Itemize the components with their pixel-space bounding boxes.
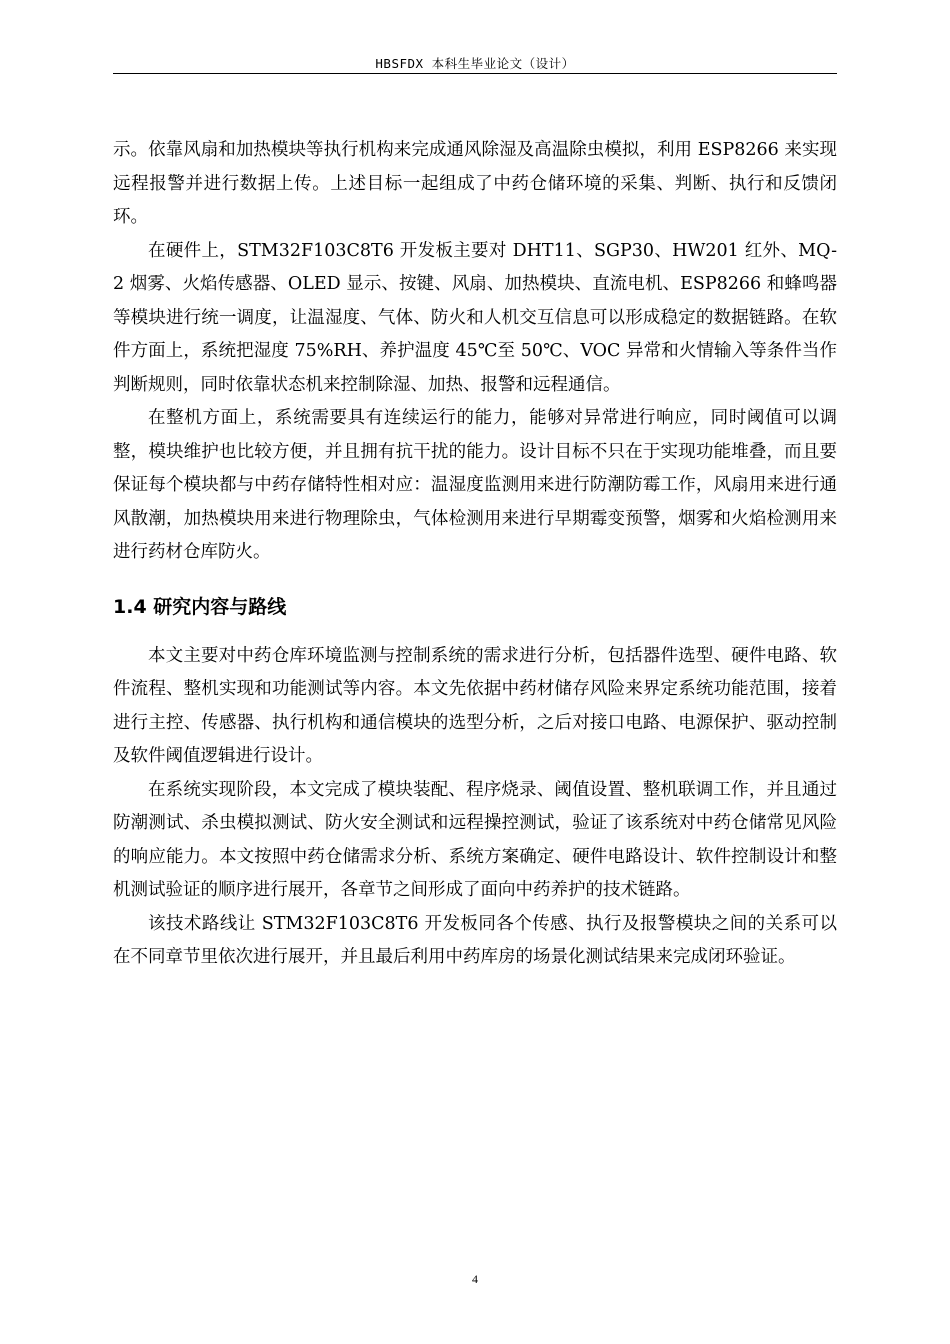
- paragraph-implementation: 在系统实现阶段，本文完成了模块装配、程序烧录、阈值设置、整机联调工作，并且通过防潮测试、杀虫模拟测试、防火安全测试和远程操控测试，验证了该系统对中药仓储常见风险的响应能力。本文按照中药仓储需求分析、系统方案确定、硬件电路设计、软件控制设计和整机测试验证的顺序进行展开，各章节之间形成了面向中药养护的技术链路。: [113, 779, 837, 900]
- paragraph-continuation: 示。依靠风扇和加热模块等执行机构来完成通风除湿及高温除虫模拟，利用 ESP8266 来实现远程报警并进行数据上传。上述目标一起组成了中药仓储环境的采集、判断、执行和反馈闭环。: [113, 140, 837, 227]
- paragraph-research-content: 本文主要对中药仓库环境监测与控制系统的需求进行分析，包括器件选型、硬件电路、软件流程、整机实现和功能测试等内容。本文先依据中药材储存风险来界定系统功能范围，接着进行主控、传感器、执行机构和通信模块的选型分析，之后对接口电路、电源保护、驱动控制及软件阈值逻辑进行设计。: [113, 645, 837, 766]
- paragraph-technical-route: 该技术路线让 STM32F103C8T6 开发板同各个传感、执行及报警模块之间的关系可以在不同章节里依次进行展开，并且最后利用中药库房的场景化测试结果来完成闭环验证。: [113, 913, 837, 967]
- body-text: [113, 134, 837, 975]
- header-divider: [113, 73, 837, 74]
- running-header: HBSFDX 本科生毕业论文（设计）: [375, 56, 575, 71]
- paragraph-hardware-software: 在硬件上，STM32F103C8T6 开发板主要对 DHT11、SGP30、HW201 红外、MQ-2 烟雾、火焰传感器、OLED 显示、按键、风扇、加热模块、直流电机、ESP8266 和蜂鸣器等模块进行统一调度，让温湿度、气体、防火和人机交互信息可以形成稳定的数据链路。在软件方面上，系统把湿度 75%RH、养护温度 45℃至 50℃、VOC 异常和火情输入等条件当作判断规则，同时依靠状态机来控制除湿、加热、报警和远程通信。: [113, 240, 837, 395]
- section-heading: 1.4 研究内容与路线: [113, 595, 287, 618]
- page-number: 4: [472, 1272, 478, 1286]
- paragraph-system-goals: 在整机方面上，系统需要具有连续运行的能力，能够对异常进行响应，同时阈值可以调整，模块维护也比较方便，并且拥有抗干扰的能力。设计目标不只在于实现功能堆叠，而且要保证每个模块都与中药存储特性相对应：温湿度监测用来进行防潮防霉工作，风扇用来进行通风散潮，加热模块用来进行物理除虫，气体检测用来进行早期霉变预警，烟雾和火焰检测用来进行药材仓库防火。: [113, 408, 837, 562]
